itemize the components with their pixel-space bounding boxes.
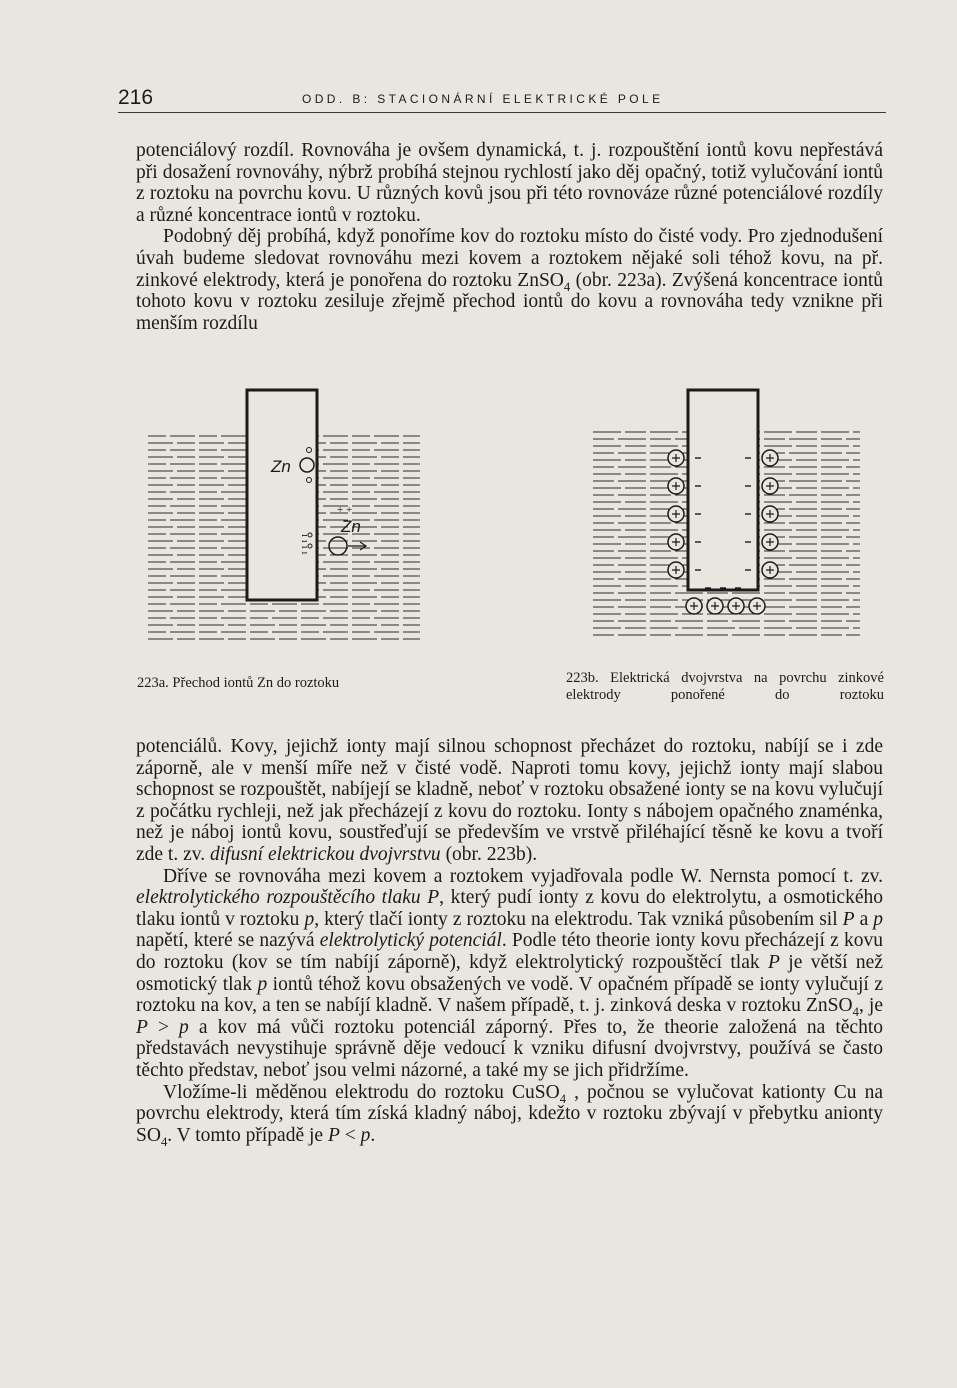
paragraph: Podobný děj probíhá, když ponoříme kov do roztoku místo do čisté vody. Pro zjednodušení úvah budeme sledovat rovnováhu mezi kovem a roztokem nějaké soli téhož kovu, na př. zinkové elektrody, která je ponořena do roztoku ZnSO$_4$ (obr. 223a). Zvýšená koncentrace iontů tohoto kovu v roztoku zesiluje zřejmě přechod iontů do kovu a rovnováha tedy vznikne při menším rozdílu — [136, 226, 883, 334]
figure-223a — [140, 380, 430, 660]
zinc-electrode-b — [688, 390, 758, 590]
running-head: ODD. B: STACIONÁRNÍ ELEKTRICKÉ POLE — [302, 92, 664, 106]
label-zn-ion: Zn — [341, 517, 361, 536]
paragraph: potenciálový rozdíl. Rovnováha je ovšem dynamická, t. j. rozpouštění iontů kovu nepřestává při dosažení rovnováhy, nýbrž probíhá stejnou rychlostí jako děj opačný, totiž vylučování iontů z roztoku na povrchu kovu. U různých kovů jsou při této rovnováze různé potenciálové rozdíly a různé koncentrace iontů v roztoku. — [136, 140, 883, 226]
figure-223a-caption: 223a. Přechod iontů Zn do roztoku — [137, 675, 340, 691]
electron-marks-a: ı ı ı ı — [299, 534, 311, 555]
body-text-bottom — [136, 736, 883, 1149]
label-zn-metal: Zn — [271, 457, 291, 476]
paragraph: potenciálů. Kovy, jejichž ionty mají silnou schopnost přecházet do roztoku, nabíjí se i zde záporně, ale v menší míře než v čisté vodě. Naproti tomu kovy, jejichž ionty mají slabou schopnost se rozpouštět, nabíjejí se kladně, neboť v roztoku obsažené ionty se na kovu vylučují z počátku rychleji, než jak přecházejí z kovu do roztoku. Ionty s nábojem opačného znaménka, než je náboj iontů kovu, soustřeďují se především ve vrstvě přiléhající těsně ke kovu a tvoří zde t. zv. difusní elektrickou dvojvrstvu (obr. 223b). — [136, 736, 883, 865]
ion-in-solution — [329, 537, 347, 555]
body-text-top — [136, 140, 883, 334]
ion-arrow — [348, 542, 366, 550]
page-header — [118, 86, 886, 113]
ion-charge-a: + + — [337, 504, 353, 516]
figure-223b-caption: 223b. Elektrická dvojvrstva na povrchu zinkové elektrody ponořené do roztoku — [566, 670, 884, 703]
paragraph: Dříve se rovnováha mezi kovem a roztokem vyjadřovala podle W. Nernsta pomocí t. zv. elektrolytického rozpouštěcího tlaku P, který pudí ionty z kovu do elektrolytu, a osmotického tlaku iontů v roztoku p, který tlačí ionty z roztoku na elektrodu. Tak vzniká působením sil P a p napětí, které se nazývá elektrolytický potenciál. Podle této theorie ionty kovu přecházejí z kovu do roztoku (kov se tím nabíjí záporně), když elektrolytický rozpouštěcí tlak P je větší než osmotický tlak p iontů téhož kovu obsažených ve vodě. V opačném případě se ionty vylučují z roztoku na kov, a ten se nabíjí kladně. V našem případě, t. j. zinková deska v roztoku ZnSO$_4$, je P > p a kov má vůči roztoku potenciál záporný. Přes to, že theorie založená na těchto představách nevystihuje správně děje vedoucí k vzniku difusní dvojvrstvy, používá se často těchto představ, neboť jsou velmi názorné, a také my se jich přidržíme. — [136, 865, 883, 1081]
page-number: 216 — [118, 86, 154, 109]
figure-223b — [585, 380, 875, 660]
paragraph: Vložíme-li měděnou elektrodu do roztoku CuSO$_4$ , počnou se vylučovat kationty Cu na povrchu elektrody, která tím získá kladný náboj, kdežto v roztoku zbývají v přebytku anionty $SO_4$. V tomto případě je P < p. — [136, 1081, 883, 1149]
zinc-electrode-a — [247, 390, 317, 600]
